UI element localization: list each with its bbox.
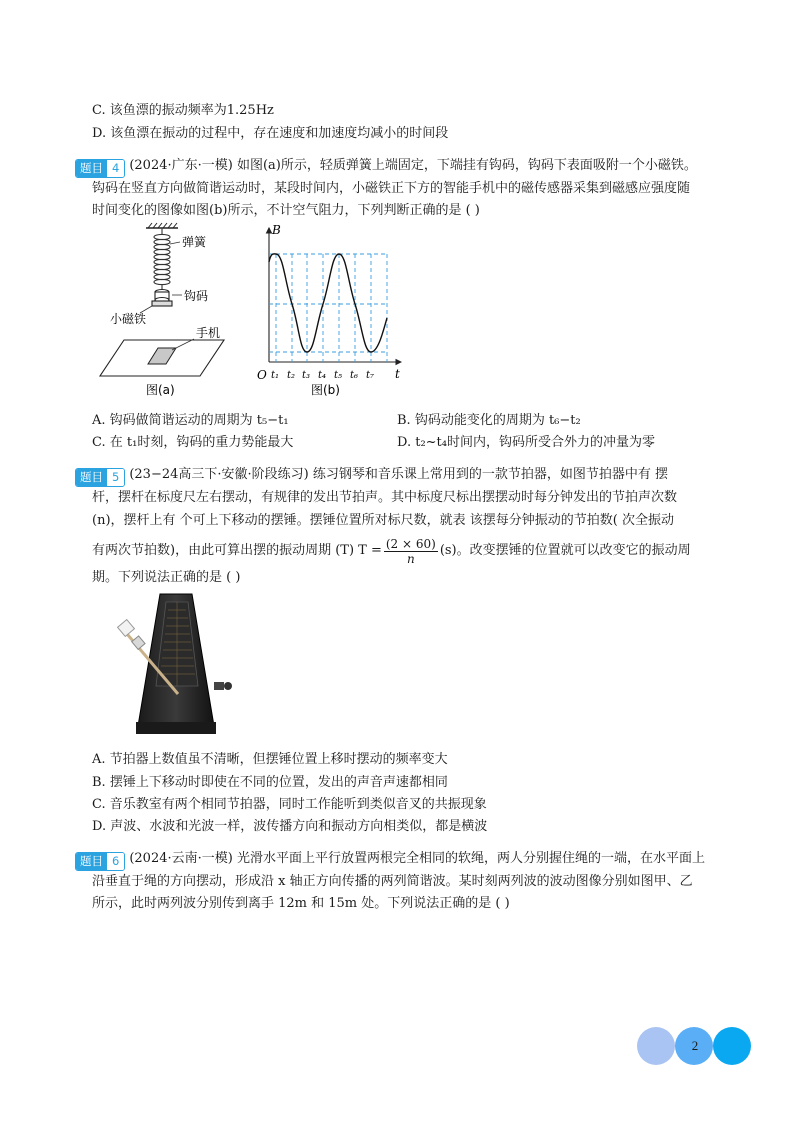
phone-label: 手机 [196,326,221,340]
q5-option-c: C. 音乐教室有两个相同节拍器，同时工作能听到类似音叉的共振现象 [92,797,487,812]
spring-icon [154,228,170,290]
q6-badge: 题目 6 [75,852,125,871]
period-formula: $\frac{(2 \times 60)}{n}$ [385,536,436,566]
q4-option-b: B. 钩码动能变化的周期为 t₆−t₂ [397,413,581,428]
q5-stem-line1: 题目 5 (23−24高三下·安徽·阶段练习) 练习钢琴和音乐课上常用到的一款节拍器，如图节拍器中有 摆 [75,466,668,487]
q5-option-a: A. 节拍器上数值虽不清晰，但摆锤位置上移时摆动的频率变大 [92,752,448,767]
page-number: 2 [691,1038,699,1053]
footer-circle-right [713,1027,751,1065]
figure-a-caption: 图(a) [146,383,175,397]
spring-label: 弹簧 [182,235,207,249]
q5-stem-line4: 有两次节拍数)，由此可算出摆的振动周期 (T) T = $\frac{(2 \times 60)}{n}$ (s)。改变摆锤的位置就可以改变它的振动周 [92,536,691,566]
metronome-image [110,590,240,738]
tick-t5: t₅ [334,370,343,381]
q4-option-c: C. 在 t₁时刻，钩码的重力势能最大 [92,435,294,450]
weight-icon [152,290,172,307]
q5-option-d: D. 声波、水波和光波一样，波传播方向和振动方向相类似，都是横波 [92,819,488,834]
q5-stem-line5: 期。下列说法正确的是 ( ) [92,570,241,585]
x-axis-label: t [395,367,400,381]
weight-label: 钩码 [184,289,209,303]
b-field-curve [269,254,387,352]
y-axis-label: B [272,223,281,237]
q4-badge: 题目 4 [75,159,125,178]
origin-label: O [257,368,267,382]
tick-t2: t₂ [287,370,296,381]
q6-stem-line2: 沿垂直于绳的方向摆动，形成沿 x 轴正方向传播的两列简谐波。某时刻两列波的波动图像分别如图甲、乙 [92,874,693,889]
figure-b-caption: 图(b) [311,383,340,397]
phone-icon [148,348,176,364]
q6-stem-line1: 题目 6 (2024·云南·一模) 光滑水平面上平行放置两根完全相同的软绳，两人分别握住绳的一端，在水平面上 [75,850,705,871]
q5-badge: 题目 5 [75,468,125,487]
q6-stem-line3: 所示，此时两列波分别传到离手 12m 和 15m 处。下列说法正确的是 ( ) [92,896,510,911]
q5-stem-line2: 杆，摆杆在标度尺左右摆动，有规律的发出节拍声。其中标度尺标出摆摆动时每分钟发出的节拍声次数 [92,490,678,505]
tick-t1: t₁ [271,370,280,381]
footer-circle-left [637,1027,675,1065]
tick-t7: t₇ [366,370,375,381]
q4-stem-line3: 时间变化的图像如图(b)所示，不计空气阻力，下列判断正确的是 ( ) [92,203,480,218]
q4-option-d: D. t₂~t₄时间内，钩码所受合外力的冲量为零 [397,435,655,450]
figure-b [255,222,415,406]
q5-option-b: B. 摆锤上下移动时即使在不同的位置，发出的声音声速都相同 [92,775,448,790]
q4-option-a: A. 钩码做简谐运动的周期为 t₅−t₁ [92,413,289,428]
magnet-label: 小磁铁 [110,312,147,326]
q4-stem-line2: 钩码在竖直方向做简谐运动时，某段时间内，小磁铁正下方的智能手机中的磁传感器采集到磁感应强度随 [92,181,691,196]
tick-t3: t₃ [302,370,311,381]
q5-stem-line3: (n)，摆杆上有 个可上下移动的摆锤。摆锤位置所对标尺数，就表 该摆每分钟振动的节拍数( 次全振动 [92,513,674,528]
prev-option-d: D. 该鱼漂在振动的过程中，存在速度和加速度均减小的时间段 [92,126,449,141]
q4-stem-line1: 题目 4 (2024·广东·一模) 如图(a)所示，轻质弹簧上端固定，下端挂有钩码，钩码下表面吸附一个小磁铁。 [75,157,697,178]
prev-option-c: C. 该鱼漂的振动频率为1.25Hz [92,103,274,118]
tick-t4: t₄ [318,370,327,381]
tick-t6: t₆ [350,370,359,381]
figure-a [96,222,266,406]
